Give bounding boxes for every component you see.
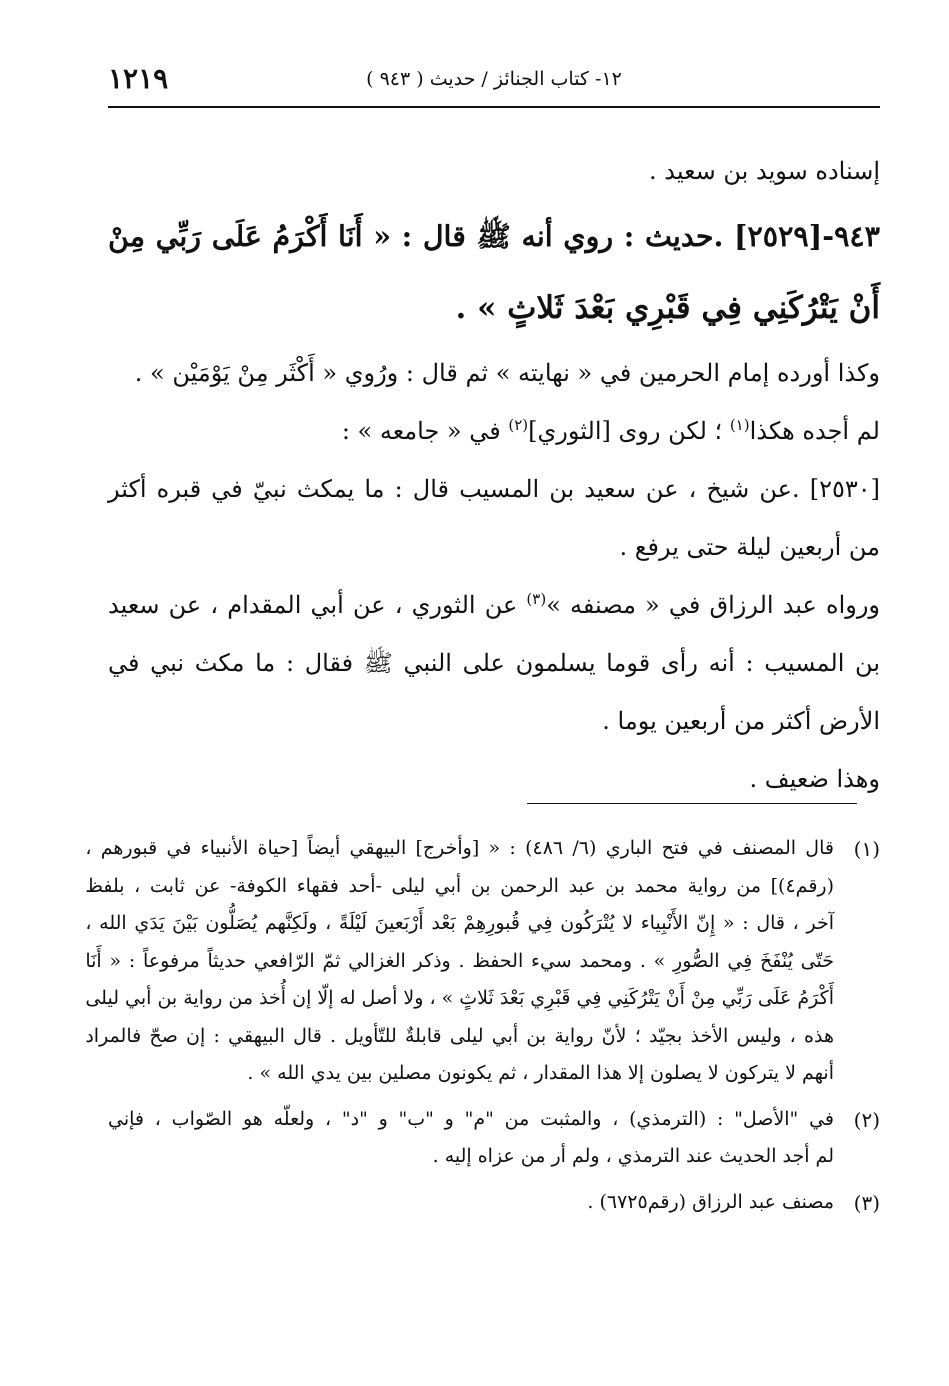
- footnote-number: (٣): [853, 1190, 880, 1215]
- footnote-line: قال المصنف في فتح الباري (٦/ ٤٨٦) : « [وأخرج] البيهقي أيضاً [حياة الأنبياء في قبورهم ،: [85, 837, 834, 859]
- footnote-line: آخر ، قال : « إِنّ الأَنْبِياء لا يُتْرَكُون فِي قُبورِهِمْ بَعْد أَرْبَعينَ لَيْلَةً ، ولَكِنَّهم يُصَلُّون بَيْنَ يَدَي الله ،: [85, 912, 834, 934]
- footnote-gap: [108, 1176, 880, 1184]
- text-run: عن الثوري ، عن أبي المقدام ، عن سعيد: [108, 591, 527, 619]
- paragraph-line: [108, 576, 880, 634]
- footnote-body: [108, 1184, 834, 1222]
- hadith-heading-line-2: أَنْ يَتْرُكَنِي فِي قَبْرِي بَعْدَ ثَلاثٍ » .: [455, 290, 880, 326]
- paragraph-line: وكذا أورده إمام الحرمين في « نهايته » ثم قال : ورُوي « أَكْثَر مِنْ يَوْمَيْن » .: [134, 359, 880, 387]
- footnote-2: [108, 1101, 880, 1176]
- page-number: ١٢١٩: [108, 62, 169, 95]
- isnad-note: إسناده سويد بن سعيد .: [649, 157, 880, 185]
- text-run: لم أجده هكذا: [749, 417, 880, 445]
- text-run: في « جامعه » :: [341, 417, 509, 445]
- footnote-ref-2[interactable]: (٢): [508, 416, 529, 434]
- paragraph-line: الأرض أكثر من أربعين يوما .: [602, 707, 880, 735]
- footnote-line: حَتّى يُنْفَخَ فِي الصُّورِ » . ومحمد سيء الحفظ . وذكر الغزالي ثمّ الرّافعي حديثاً مرفوعاً : « أَنَا: [85, 949, 834, 972]
- main-text: [108, 142, 880, 808]
- footnote-body: [108, 1101, 834, 1176]
- footnote-line: هذه ، وليس الأخذ بجيّد ؛ لأنّ رواية بن أبي ليلى قابلةٌ للتّأويل . قال البيهقي : إن صحّ فالمراد: [85, 1024, 834, 1047]
- paragraph-line: [108, 402, 880, 460]
- footnote-body: [85, 830, 834, 1093]
- paragraph-line: من أربعين ليلة حتى يرفع .: [619, 533, 880, 561]
- running-head: ١٢- كتاب الجنائز / حديث ( ٩٤٣ ): [366, 68, 622, 90]
- footnote-gap: [108, 1093, 880, 1101]
- footnote-number: (٢): [853, 1107, 880, 1132]
- footnote-line: (رقم٤)] من رواية محمد بن عبد الرحمن بن أبي ليلى -أحد فقهاء الكوفة- عن ثابت ، بلفظ: [85, 874, 834, 897]
- footnote-divider: [527, 803, 857, 804]
- footnote-ref-3[interactable]: (٣): [526, 590, 547, 608]
- footnote-line: أَكْرَمُ عَلَى رَبِّي مِنْ أَنْ يَتْرُكَنِي فِي قَبْرِي بَعْدَ ثَلاثٍ » ، ولا أصل له إلّا إن أُخذ من رواية بن أبي ليلى: [85, 987, 834, 1009]
- page-header: [108, 58, 880, 108]
- footnotes: [85, 830, 880, 1222]
- paragraph-line: [٢٥٣٠] .عن شيخ ، عن سعيد بن المسيب قال : ما يمكث نبيّ في قبره أكثر: [108, 475, 880, 503]
- footnote-line: لم أجد الحديث عند الترمذي ، ولم أر من عزاه إليه .: [432, 1145, 834, 1167]
- footnote-1: [85, 830, 880, 1093]
- footnote-line: مصنف عبد الرزاق (رقم٦٧٢٥) .: [587, 1190, 834, 1213]
- paragraph-line: وهذا ضعيف .: [749, 765, 880, 793]
- footnote-3: [108, 1184, 880, 1222]
- hadith-heading-line-1: ٩٤٣-[٢٥٢٩] .حديث : روي أنه ﷺ قال : « أَنَا أَكْرَمُ عَلَى رَبِّي مِنْ: [108, 219, 880, 253]
- footnote-number: (١): [853, 837, 880, 861]
- footnote-line: في "الأصل" : (الترمذي) ، والمثبت من "م" و "ب" و "د" ، ولعلّه هو الصّواب ، فإني: [108, 1107, 834, 1130]
- footnote-ref-1[interactable]: (١): [729, 416, 750, 434]
- text-run: ؛ لكن روى [الثوري]: [528, 417, 730, 445]
- footnote-line: أنهم لا يتركون لا يصلون إلا هذا المقدار ، ثم يكونون مصلين بين يدي الله » .: [247, 1062, 834, 1084]
- paragraph-line: بن المسيب : أنه رأى قوما يسلمون على النبي ﷺ فقال : ما مكث نبي في: [108, 649, 880, 677]
- text-run: ورواه عبد الرزاق في « مصنفه »: [546, 591, 881, 619]
